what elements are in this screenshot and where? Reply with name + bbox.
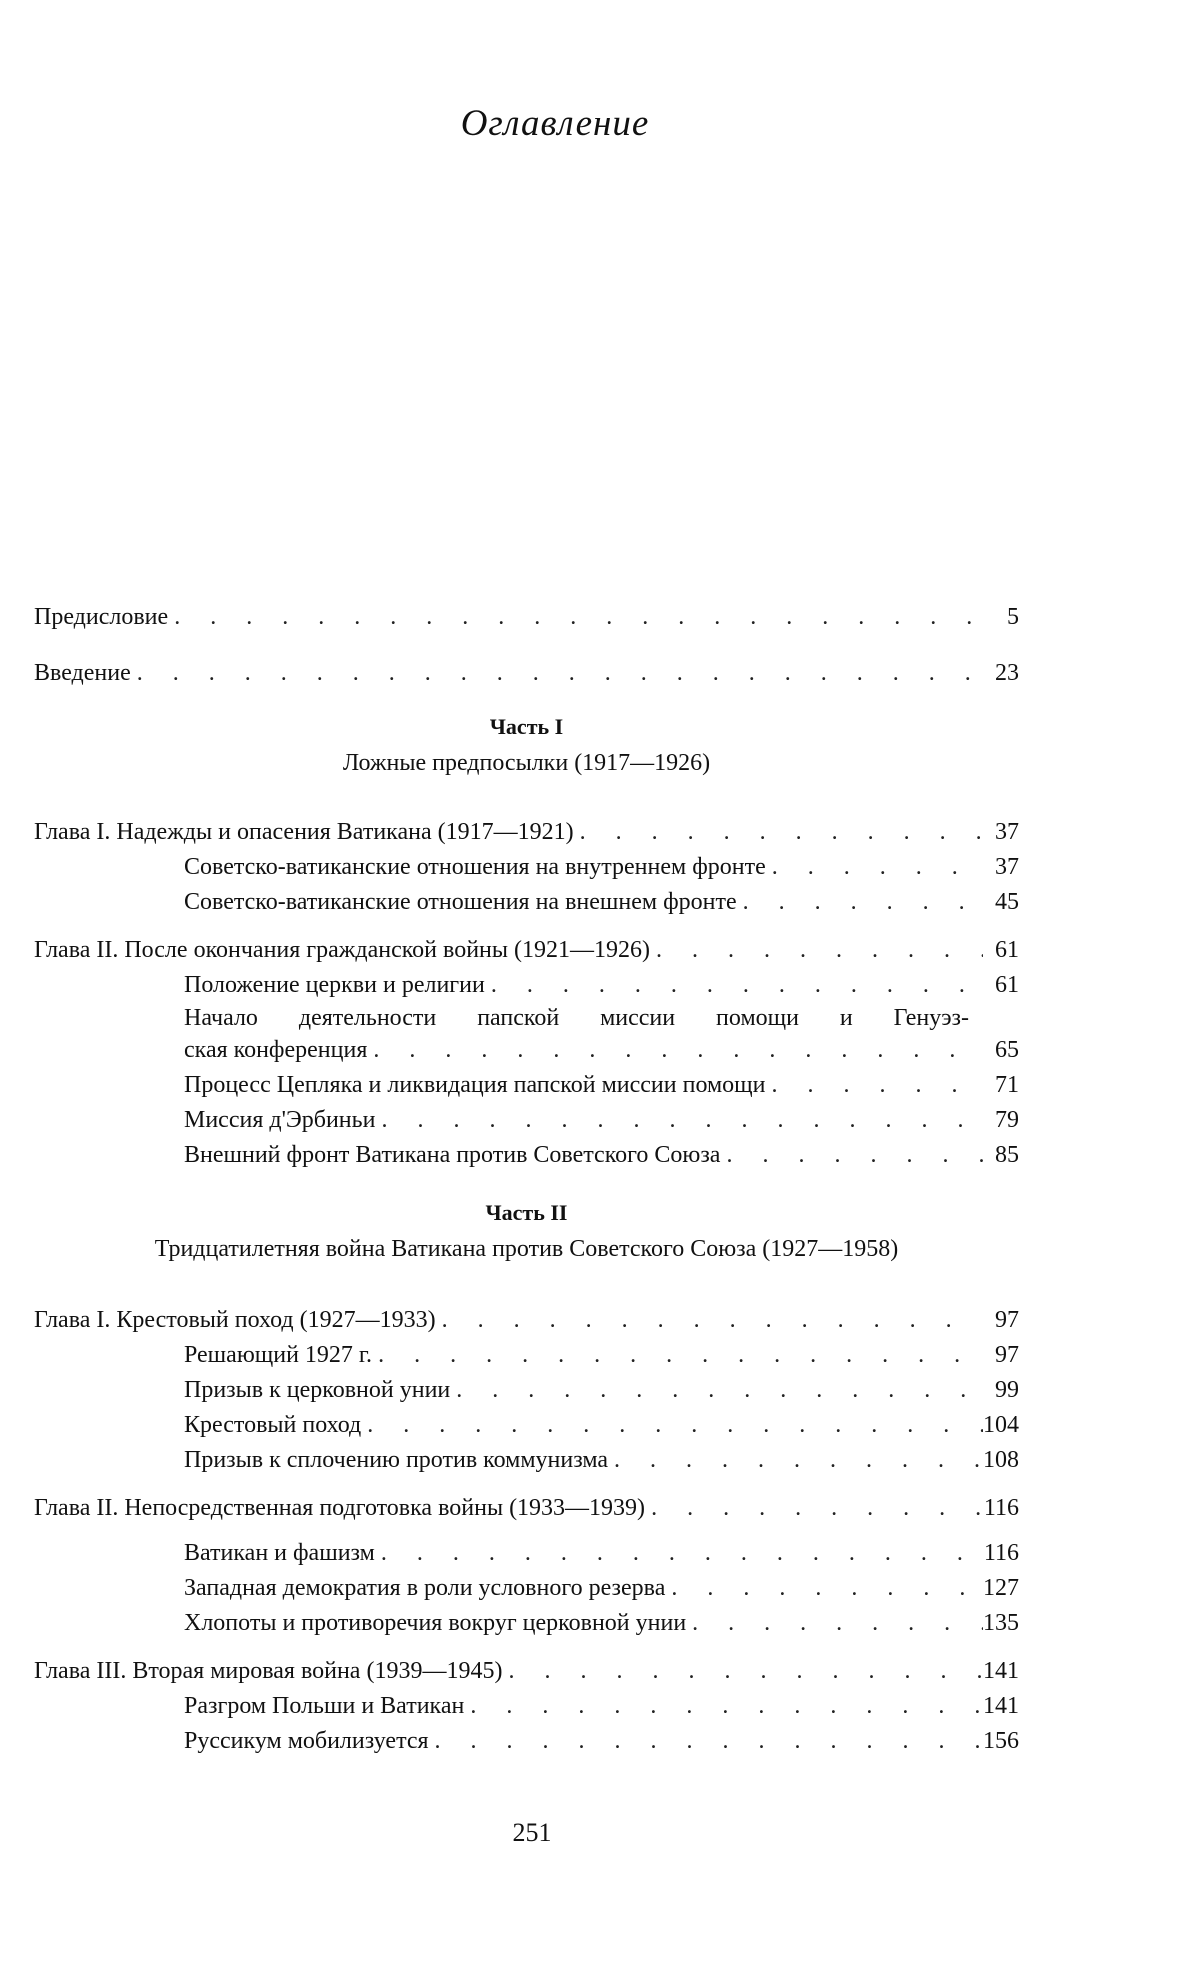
toc-section-title: Западная демократия в роли условного резерва — [184, 1575, 666, 1601]
toc-section-title: Ватикан и фашизм — [184, 1540, 375, 1566]
toc-page-number: 23 — [995, 660, 1019, 686]
toc-page-number: 97 — [995, 1307, 1019, 1333]
dot-leader — [502, 1654, 983, 1689]
toc-section[interactable] — [34, 1003, 1019, 1068]
toc-page-number: 85 — [995, 1142, 1019, 1168]
toc-section[interactable] — [34, 968, 1019, 1003]
toc-page-number: 37 — [995, 854, 1019, 880]
toc-section[interactable] — [34, 885, 1019, 920]
dot-leader — [650, 933, 983, 968]
toc-chapter-title: Глава II. Непосредственная подготовка войны (1933—1939) — [34, 1495, 646, 1521]
toc-chapter-title: Глава III. Вторая мировая война (1939—1945) — [34, 1658, 503, 1684]
toc-section-title: Миссия д'Эрбиньи — [184, 1107, 376, 1133]
toc-section-title: Разгром Польши и Ватикан — [184, 1693, 465, 1719]
toc-chapter[interactable] — [34, 815, 1019, 850]
toc-page-number: 71 — [995, 1072, 1019, 1098]
toc-section-title: Советско-ватиканские отношения на внешнем фронте — [184, 889, 737, 915]
dot-leader — [720, 1138, 983, 1173]
dot-leader — [429, 1724, 983, 1759]
dot-leader — [645, 1491, 983, 1526]
dot-leader — [372, 1338, 983, 1373]
toc-section-title-line1: Начало деятельности папской миссии помощи и Генуэз- — [184, 1005, 969, 1031]
toc-page-number: 65 — [995, 1037, 1019, 1063]
toc-section[interactable] — [34, 1068, 1019, 1103]
toc-section-title: Процесс Цепляка и ликвидация папской миссии помощи — [184, 1072, 766, 1098]
dot-leader — [375, 1536, 983, 1571]
table-of-contents — [34, 600, 1019, 1759]
toc-page-number: 141 — [983, 1658, 1019, 1684]
dot-leader — [375, 1103, 983, 1138]
dot-leader — [766, 1068, 984, 1103]
toc-page-number: 5 — [1007, 604, 1019, 630]
toc-page-number: 116 — [983, 1540, 1019, 1566]
toc-section-title: Руссикум мобилизуется — [184, 1728, 429, 1754]
toc-section-title: Хлопоты и противоречия вокруг церковной унии — [184, 1610, 687, 1636]
dot-leader — [665, 1571, 983, 1606]
toc-section[interactable] — [34, 1138, 1019, 1173]
toc-page-number: 97 — [995, 1342, 1019, 1368]
toc-page-number: 45 — [995, 889, 1019, 915]
toc-page-number: 127 — [983, 1575, 1019, 1601]
dot-leader — [737, 885, 983, 920]
toc-section[interactable] — [34, 1103, 1019, 1138]
dot-leader — [766, 850, 983, 885]
dot-leader — [464, 1689, 983, 1724]
toc-page-number: 156 — [983, 1728, 1019, 1754]
toc-section[interactable] — [34, 1606, 1019, 1641]
toc-section[interactable] — [34, 1373, 1019, 1408]
part-heading — [34, 1195, 1019, 1267]
toc-page-number: 61 — [995, 972, 1019, 998]
toc-page-number: 37 — [995, 819, 1019, 845]
dot-leader — [450, 1373, 983, 1408]
part-label: Часть II — [485, 1200, 568, 1225]
toc-section-title: Призыв к церковной унии — [184, 1377, 451, 1403]
toc-chapter-title: Глава II. После окончания гражданской войны (1921—1926) — [34, 937, 650, 963]
toc-section[interactable] — [34, 1443, 1019, 1478]
toc-section-line2 — [184, 1033, 1019, 1068]
toc-chapter[interactable] — [34, 1303, 1019, 1338]
toc-chapter-title: Глава I. Надежды и опасения Ватикана (1917—1921) — [34, 819, 574, 845]
part-heading — [34, 709, 1019, 781]
toc-entry-intro[interactable] — [34, 656, 1019, 691]
toc-page-number: 99 — [995, 1377, 1019, 1403]
toc-page-number: 141 — [983, 1693, 1019, 1719]
toc-chapter[interactable] — [34, 1654, 1019, 1689]
toc-chapter[interactable] — [34, 933, 1019, 968]
toc-entry-title: Введение — [34, 660, 131, 686]
dot-leader — [361, 1408, 983, 1443]
toc-page-number: 61 — [995, 937, 1019, 963]
toc-section[interactable] — [34, 1724, 1019, 1759]
toc-section-title-line2: ская конференция — [184, 1037, 368, 1063]
dot-leader — [574, 815, 983, 850]
toc-section[interactable] — [34, 1408, 1019, 1443]
part-name: Ложные предпосылки (1917—1926) — [342, 750, 711, 776]
dot-leader — [686, 1606, 983, 1641]
dot-leader — [485, 968, 983, 1003]
page-title: Оглавление — [460, 103, 650, 144]
toc-section[interactable] — [34, 1338, 1019, 1373]
toc-section[interactable] — [34, 1689, 1019, 1724]
dot-leader — [131, 656, 983, 691]
dot-leader — [367, 1033, 983, 1068]
toc-chapter-title: Глава I. Крестовый поход (1927—1933) — [34, 1307, 436, 1333]
part-label: Часть I — [489, 714, 564, 739]
toc-page-number: 135 — [983, 1610, 1019, 1636]
toc-page-number: 116 — [983, 1495, 1019, 1521]
toc-section[interactable] — [34, 1571, 1019, 1606]
toc-page-number: 79 — [995, 1107, 1019, 1133]
dot-leader — [608, 1443, 983, 1478]
toc-section-title: Советско-ватиканские отношения на внутреннем фронте — [184, 854, 766, 880]
toc-section[interactable] — [34, 850, 1019, 885]
toc-section-title: Призыв к сплочению против коммунизма — [184, 1447, 609, 1473]
toc-section-title: Внешний фронт Ватикана против Советского Союза — [184, 1142, 721, 1168]
dot-leader — [168, 600, 983, 635]
toc-section-title: Решающий 1927 г. — [184, 1342, 373, 1368]
page-number: 251 — [512, 1818, 552, 1847]
toc-chapter[interactable] — [34, 1491, 1019, 1526]
toc-page-number: 104 — [983, 1412, 1019, 1438]
toc-section-title: Положение церкви и религии — [184, 972, 485, 998]
toc-section[interactable] — [34, 1536, 1019, 1571]
part-name: Тридцатилетняя война Ватикана против Советского Союза (1927—1958) — [154, 1236, 899, 1262]
toc-page-number: 108 — [983, 1447, 1019, 1473]
toc-entry-title: Предисловие — [34, 604, 169, 630]
toc-section-title: Крестовый поход — [184, 1412, 362, 1438]
toc-entry-preface[interactable] — [34, 600, 1019, 635]
dot-leader — [436, 1303, 983, 1338]
